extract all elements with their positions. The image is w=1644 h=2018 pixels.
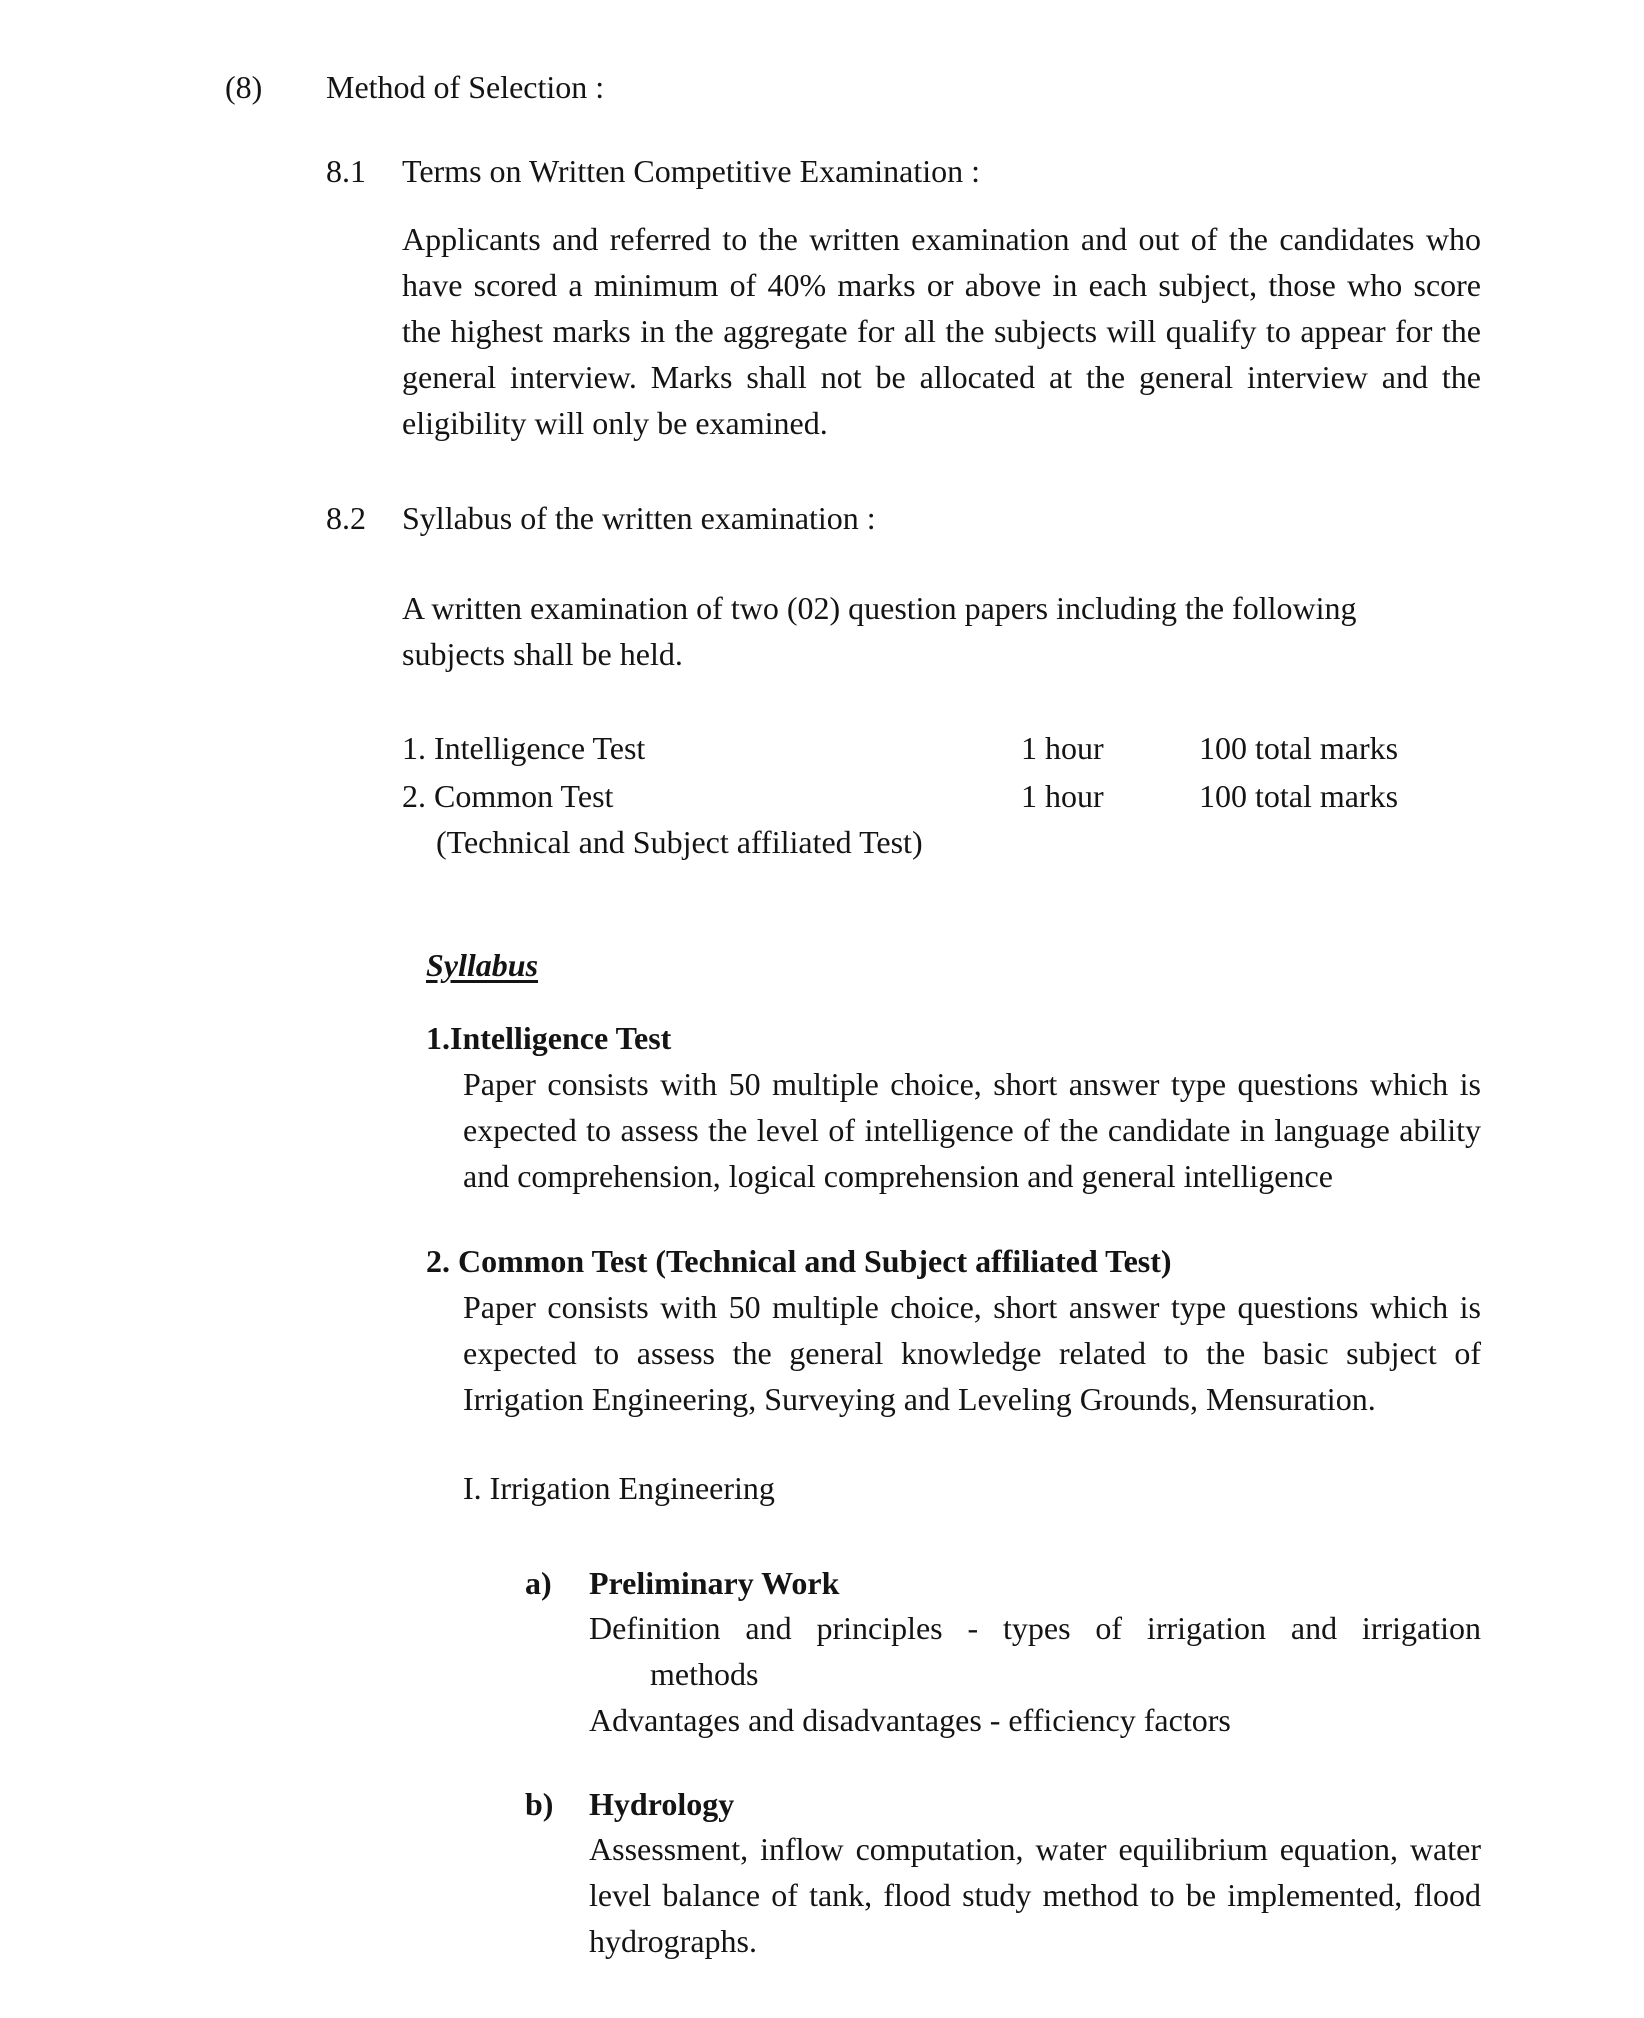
subsection-8-2-title: Syllabus of the written examination : — [402, 500, 876, 536]
paper-marks: 100 total marks — [1199, 778, 1399, 814]
subsection-8-2-paragraph: A written examination of two (02) question papers including the following subjects shall be held. — [402, 590, 1357, 672]
paper-marks: 100 total marks — [1199, 730, 1399, 766]
preliminary-work-line2: Advantages and disadvantages - efficiency factors — [589, 1702, 1231, 1738]
common-test-text: Paper consists with 50 multiple choice, short answer type questions which is expected to assess the general knowledge related to the basic subject of Irrigation Engineering, Surveying and Leveling Grounds, Mensuration. — [463, 1289, 1481, 1417]
subsection-8-1-title: Terms on Written Competitive Examination : — [402, 153, 980, 189]
subsection-8-1-number: 8.1 — [326, 153, 366, 189]
section-number: (8) — [225, 69, 263, 105]
intelligence-test-title: 1.Intelligence Test — [426, 1020, 672, 1056]
paper-note: (Technical and Subject affiliated Test) — [436, 824, 923, 860]
paper-duration: 1 hour — [1021, 730, 1104, 766]
hydrology-text: Assessment, inflow computation, water equilibrium equation, water level balance of tank, flood study method to be implemented, flood hydrographs. — [589, 1831, 1481, 1959]
syllabus-heading: Syllabus — [426, 947, 539, 983]
paper-duration: 1 hour — [1021, 778, 1104, 814]
paper-name: 1. Intelligence Test — [402, 730, 646, 766]
subsection-8-1-paragraph: Applicants and referred to the written examination and out of the candidates who have scored a minimum of 40% marks or above in each subject, those who score the highest marks in the aggregate for all the subjects will qualify to appear for the general interview. Marks shall not be allocated at the general interview and the eligibility will only be examined. — [402, 221, 1481, 441]
preliminary-work-title: Preliminary Work — [589, 1565, 840, 1601]
hydrology-title: Hydrology — [589, 1786, 735, 1822]
preliminary-work-line1: Definition and principles - types of irrigation and irrigation — [589, 1610, 1481, 1646]
item-b-label: b) — [525, 1786, 554, 1822]
preliminary-work-line1-continued: methods — [650, 1656, 759, 1692]
intelligence-test-text: Paper consists with 50 multiple choice, short answer type questions which is expected to assess the level of intelligence of the candidate in language ability and comprehension, logical comprehension and general intelligence — [463, 1066, 1481, 1194]
section-title: Method of Selection : — [326, 69, 605, 105]
paper-name: 2. Common Test — [402, 778, 614, 814]
irrigation-engineering-heading: I. Irrigation Engineering — [463, 1470, 775, 1506]
item-a-label: a) — [525, 1565, 552, 1601]
subsection-8-2-number: 8.2 — [326, 500, 366, 536]
common-test-title: 2. Common Test (Technical and Subject affiliated Test) — [426, 1243, 1172, 1279]
